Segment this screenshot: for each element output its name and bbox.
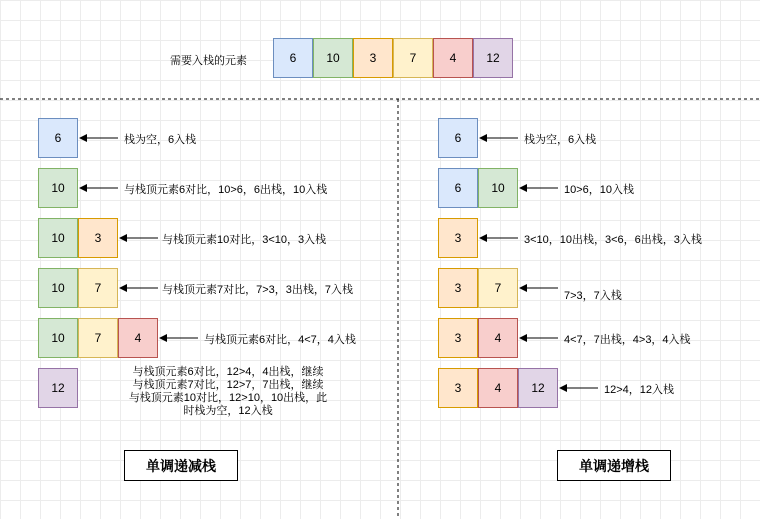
input-element: 12 (473, 38, 513, 78)
right-step4-cell: 7 (478, 268, 518, 308)
left-step5-cell: 7 (78, 318, 118, 358)
left-step5-cell: 10 (38, 318, 78, 358)
left-step6-line: 与栈顶元素7对比，12>7，7出栈，继续 (132, 379, 324, 391)
left-step3-text: 与栈顶元素10对比，3<10，3入栈 (162, 234, 327, 246)
left-step2-text: 与栈顶元素6对比，10>6，6出栈，10入栈 (124, 184, 328, 196)
left-step6-line: 与栈顶元素10对比，12>10，10出栈，此 (128, 392, 328, 404)
left-step1-cell: 6 (38, 118, 78, 158)
right-step4-cell: 3 (438, 268, 478, 308)
left-step4-text: 与栈顶元素7对比，7>3，3出栈，7入栈 (162, 284, 354, 296)
right-step2-text: 10>6，10入栈 (564, 184, 635, 196)
left-title: 单调递减栈 (124, 450, 238, 481)
input-element: 6 (273, 38, 313, 78)
left-step5-text: 与栈顶元素6对比，4<7，4入栈 (204, 334, 356, 346)
input-element: 10 (313, 38, 353, 78)
right-step5-cell: 3 (438, 318, 478, 358)
left-step1-text: 栈为空，6入栈 (124, 134, 197, 146)
right-title: 单调递增栈 (557, 450, 671, 481)
right-step6-cell: 4 (478, 368, 518, 408)
left-step3-cell: 10 (38, 218, 78, 258)
left-step5-cell: 4 (118, 318, 158, 358)
right-step6-cell: 12 (518, 368, 558, 408)
left-step6-cell: 12 (38, 368, 78, 408)
right-step6-cell: 3 (438, 368, 478, 408)
left-step6-text (114, 366, 342, 418)
right-step3-cell: 3 (438, 218, 478, 258)
right-step5-text: 4<7，7出栈，4>3，4入栈 (564, 334, 691, 346)
header-label: 需要入栈的元素 (170, 55, 247, 67)
right-step4-text: 7>3，7入栈 (564, 290, 622, 302)
input-element: 4 (433, 38, 473, 78)
right-step2-cell: 10 (478, 168, 518, 208)
left-step4-cell: 10 (38, 268, 78, 308)
left-step6-line: 时栈为空，12入栈 (183, 405, 273, 417)
input-element: 7 (393, 38, 433, 78)
left-step2-cell: 10 (38, 168, 78, 208)
right-step6-text: 12>4，12入栈 (604, 384, 675, 396)
right-step2-cell: 6 (438, 168, 478, 208)
right-step1-text: 栈为空，6入栈 (524, 134, 597, 146)
right-step1-cell: 6 (438, 118, 478, 158)
right-step5-cell: 4 (478, 318, 518, 358)
right-step3-text: 3<10，10出栈，3<6，6出栈，3入栈 (524, 234, 702, 246)
left-step4-cell: 7 (78, 268, 118, 308)
left-step6-line: 与栈顶元素6对比，12>4，4出栈，继续 (132, 366, 324, 378)
input-element: 3 (353, 38, 393, 78)
left-step3-cell: 3 (78, 218, 118, 258)
